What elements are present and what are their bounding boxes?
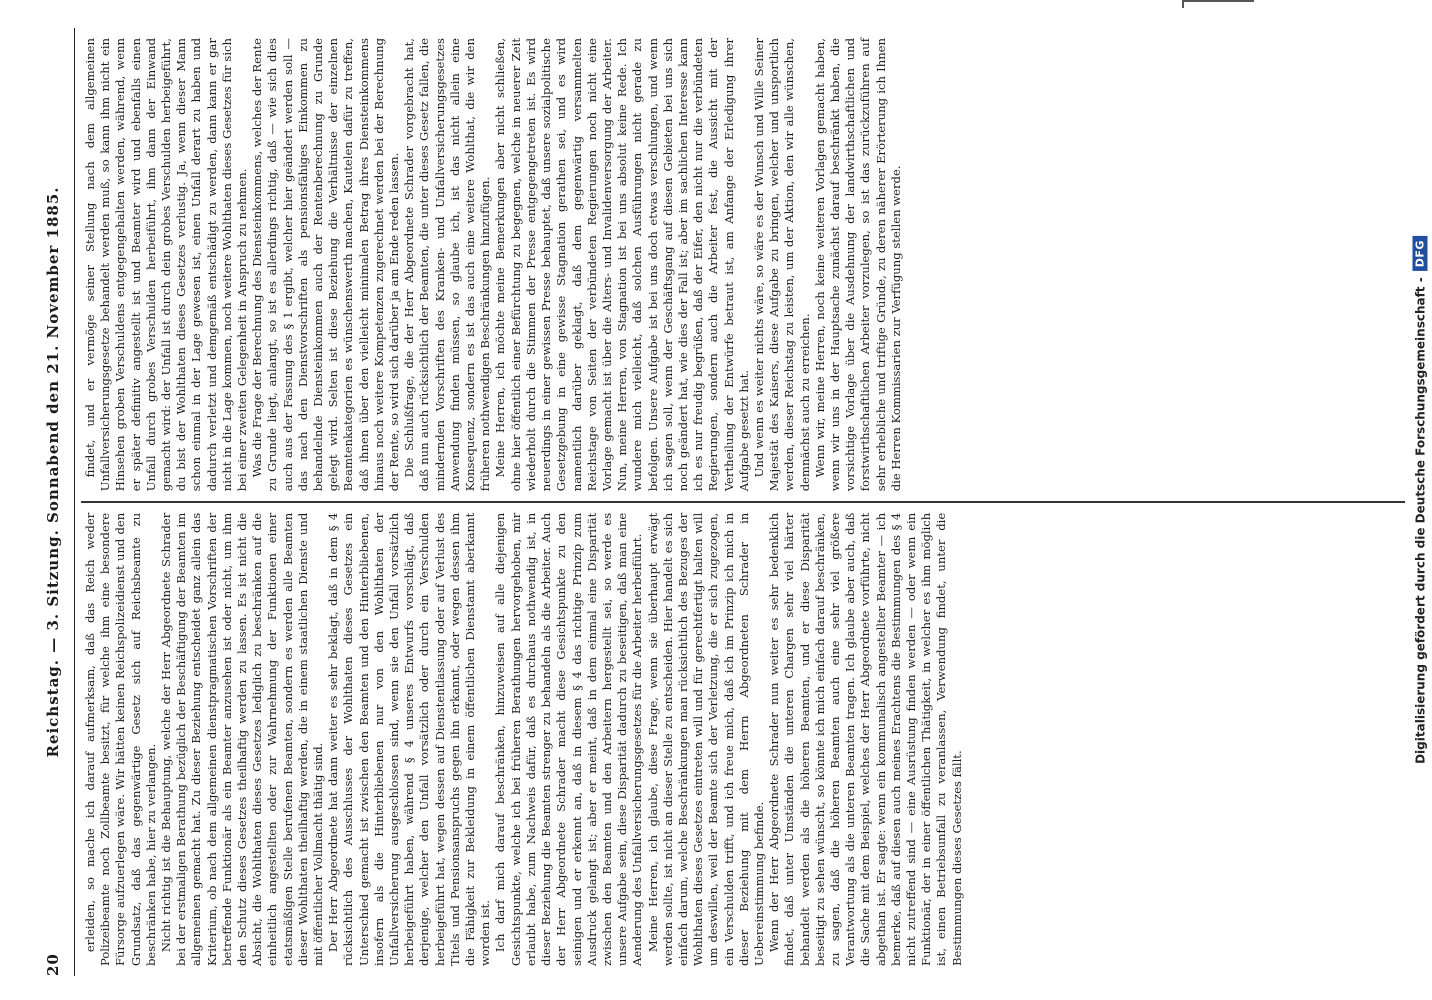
- column-divider: [81, 501, 1405, 503]
- paragraph: Meine Herren, ich möchte meine Bemerkungen aber nicht schließen, ohne hier öffentlich einer Befürchtung zu begegnen, welche in neuerer Zeit wiederholt durch die Stimmen der Presse entgegengetreten ist. Es wird neuerdings in einer gewissen Presse behauptet, daß unsere sozialpolitische Gesetzgebung in eine gewisse Stagnation gerathen sei, und es wird namentlich darüber geklagt, daß dem gegenwärtig versammelten Reichstage von Seiten der verbündeten Regierungen noch nicht eine Vorlage gemacht ist über die Alters- und Invalidenversorgung der Arbeiter. Nun, meine Herren, von Stagnation ist bei uns absolut keine Rede. Ich wundere mich vielleicht, daß solchen Ausführungen nicht gerade zu befolgen. Unsere Aufgabe ist bei uns doch etwas verschlungen, und wenn ich sagen soll, wenn der Geschäftsgang auf diesen Gebieten bei uns sich noch geändert hat, wie dies der Fall ist; aber im sachlichen Interesse kann ich es nur freudig begrüßen, daß der Eifer, den nicht nur die verbündeten Regierungen, sondern auch die Arbeiter fest, die Aussicht mit der Vertheilung der Entwürfe betraut ist, am Anfange der Erledigung ihrer Aufgabe gesetzt hat.: [493, 38, 751, 492]
- digitization-credit-text: Digitalisierung gefördert durch die Deutsche Forschungsgemeinschaft -: [1413, 277, 1427, 764]
- paragraph: erleiden, so mache ich darauf aufmerksam, daß das Reich weder Polizeibeamte noch Zollbeamte besitzt, für welche ihm eine besondere Fürsorge aufzuerlegen wäre. Wir hätten keinen Reichspolizeidienst und den Grundsatz, daß das gegenwärtige Gesetz sich auf Reichsbeamte zu beschränken habe, hier zu verlangen.: [83, 512, 158, 966]
- running-head: [44, 28, 75, 976]
- paragraph: Meine Herren, ich glaube, diese Frage, wenn sie überhaupt erwägt werden sollte, ist nicht an dieser Stelle zu entscheiden. Hier handelt es sich einfach darum, welche Beschränkungen man rücksichtlich des Bezuges der Wohlthaten dieses Gesetzes eintreten will und für gerechtfertigt halten will um deswillen, weil der Beamte sich der Verletzung, die er sich zugezogen, ein Verschulden trifft, und ich freue mich, daß ich im Prinzip ich mich in dieser Beziehung mit dem Herrn Abgeordneten Schrader in Uebereinstimmung befinde.: [645, 512, 766, 966]
- scan-corner-mark: [1182, 0, 1254, 8]
- paragraph: Der Herr Abgeordnete hat dann weiter es sehr beklagt, daß in dem § 4 rücksichtlich des Ausschlusses der Wohlthaten dieses Gesetzes ein Unterschied gemacht ist zwischen den Beamten und den Hinterbliebenen, insofern als die Hinterbliebenen nur von den Wohlthaten der Unfallversicherung ausgeschlossen sind, wenn sie den Unfall vorsätzlich herbeigeführt haben, während § 4 unseres Entwurfs vorschlägt, daß derjenige, welcher den Unfall vorsätzlich oder durch ein Verschulden herbeigeführt hat, wegen dessen auf Dienstentlassung oder auf Verlust des Titels und Pensionsanspruchs gegen ihn erkannt, oder wegen dessen ihm die Fähigkeit zur Bekleidung in einem öffentlichen Dienstamt aberkannt worden ist.: [326, 512, 493, 966]
- text-columns: [75, 28, 1405, 976]
- scanned-page: [32, 14, 1420, 990]
- digitization-credit-strip: [1410, 0, 1430, 1000]
- dfg-logo: DFG: [1413, 236, 1428, 271]
- paragraph: Wenn der Herr Abgeordnete Schrader nun weiter es sehr bedenklich findet, daß unter Umständen die unteren Chargen sehr viel härter behandelt werden als die höheren Beamten, und er diese Disparität beseitigt zu sehen wünscht, so könnte ich mich einfach darauf beschränken, zu sagen, daß die höheren Beamten auch eine sehr viel größere Verantwortung als die unteren Beamten tragen. Ich glaube aber auch, daß die Sache mit dem Beispiel, welches der Herr Abgeordnete vorführte, nicht abgethan ist. Er sagte: wenn ein kommunalisch angestellter Beamter — ich bemerke, daß auf diesen auch meines Erachtens die Bestimmungen des § 4 nicht zutreffend sind — eine Ausrüstung finden werden — oder wenn ein Funktionär, der in einer öffentlichen Thätigkeit, in welcher es ihm möglich ist, einen Betriebsunfall zu veranlassen, Verwendung findet, unter die Bestimmungen dieses Gesetzes fällt.: [767, 512, 964, 966]
- page-number: 20: [44, 953, 62, 976]
- paragraph: Was die Frage der Berechnung des Diensteinkommens, welches der Rente zu Grunde liegt, anlangt, so ist es allerdings richtig, daß — wie sich dies auch aus der Fassung des § 1 ergibt, welcher hier geändert werden soll — das nach den Dienstvorschriften als pensionsfähiges Einkommen zu behandelnde Diensteinkommen auch der Rentenberechnung zu Grunde gelegt wird. Selten ist diese Beziehung die Verhältnisse der einzelnen Beamtenkategorien es wünschenswerth machen, Kautelen dafür zu treffen, daß ihnen über den vielleicht minimalen Betrag ihres Diensteinkommens hinaus noch weitere Kompetenzen zugerechnet werden bei der Berechnung der Rente, so wird sich darüber ja am Ende reden lassen.: [250, 38, 402, 492]
- paragraph: Die Schlußfrage, die der Herr Abgeordnete Schrader vorgebracht hat, daß nun auch rücksichtlich der Beamten, die unter dieses Gesetz fallen, die mindernden Vorschriften des Kranken- und Unfallversicherungsgesetzes Anwendung finden müssen, so glaube ich, ist das nicht allein eine Konsequenz, sondern es ist das auch eine weitere Wohlthat, die wir den früheren nothwendigen Beschränkungen hinzufügen.: [402, 38, 493, 492]
- paragraph: Und wenn es weiter nichts wäre, so wäre es der Wunsch und Wille Seiner Majestät des Kaisers, diese Aufgabe zu bringen, welcher und unsportlich werden, dieser Reichstag zu leisten, um der Aktion, den wir alle wünschen, demnächst auch zu erreichen.: [751, 38, 812, 492]
- text-column-left: [75, 503, 1405, 976]
- paragraph: findet, und er vermöge seiner Stellung nach dem allgemeinen Unfallversicherungsgesetze behandelt werden muß, so kann ihm nicht ein Hinsehen groben Verschuldens entgegengehalten werden, während, wenn er später definitiv angestellt ist und Beamter wird und ebenfalls einen Unfall durch grobes Verschulden herbeiführt, ihm dann der Einwand gemacht wird: der Unfall ist durch dein grobes Verschulden herbeigeführt, du bist der Wohlthaten dieses Gesetzes verlustig. Ja, wenn dieser Mann schon einmal in der Lage gewesen ist, einen Unfall derart zu haben und dadurch verletzt und demgemäß entschädigt zu werden, dann kann er gar nicht in die Lage kommen, noch weitere Wohlthaten dieses Gesetzes für sich bei einer zweiten Gelegenheit in Anspruch zu nehmen.: [83, 38, 250, 492]
- running-title: Reichstag. — 3. Sitzung. Sonnabend den 21. November 1885.: [44, 186, 62, 758]
- paragraph: Wenn wir, meine Herren, noch keine weiteren Vorlagen gemacht haben, wenn wir uns in der Hauptsache zunächst darauf beschränkt haben, die vorsichtige Vorlage über die Ausdehnung der landwirthschaftlichen und forstwirthschaftlichen Arbeiter vorzulegen, so ist das zurückzuführen auf sehr erhebliche und triftige Gründe, zu deren näherer Erörterung ich Ihnen die Herren Kommissarien zur Verfügung stellen werde.: [812, 38, 903, 492]
- text-column-right: [75, 28, 1405, 501]
- paragraph: Nicht richtig ist die Behauptung, welche der Herr Abgeordnete Schrader bei der erstmaligen Berathung bezüglich der Beschäftigung der Beamten im allgemeinen gemacht hat. Zu dieser Beziehung entscheidet ganz allein das Kriterium, ob nach dem allgemeinen dienstpragmatischen Vorschriften der betreffende Funktionär als ein Beamter anzusehen ist oder nicht, um ihm den Schutz dieses Gesetzes theilhaftig werden zu lassen. Es ist nicht die Absicht, die Wohlthaten dieses Gesetzes lediglich zu beschränken auf die einheitlich angestellten oder zur Wahrnehmung der Funktionen einer etatsmäßigen Stelle berufenen Beamten, sondern es werden alle Beamten dieser Wohlthaten theilhaftig werden, die in einem staatlichen Dienste und mit öffentlicher Vollmacht thätig sind.: [159, 512, 326, 966]
- paragraph: Ich darf mich darauf beschränken, hinzuweisen auf alle diejenigen Gesichtspunkte, welche ich bei früheren Berathungen hervorgehoben, mir erlaubt habe, zum Nachweis dafür, daß es durchaus nothwendig ist, in dieser Beziehung die Beamten strenger zu behandeln als die Arbeiter. Auch der Herr Abgeordnete Schrader macht diese Gesichtspunkte zu den seinigen und er erkennt an, daß in diesem § 4 das richtige Prinzip zum Ausdruck gelangt ist; aber er meint, daß in dem einmal eine Disparität zwischen den Beamten und den Arbeitern hergestellt sei, so werde es unsere Aufgabe sein, diese Disparität dadurch zu beseitigen, daß man eine Aenderung des Unfallversicherungsgesetzes für die Arbeiter herbeiführt.: [493, 512, 645, 966]
- rotated-page-content: [36, 14, 1416, 990]
